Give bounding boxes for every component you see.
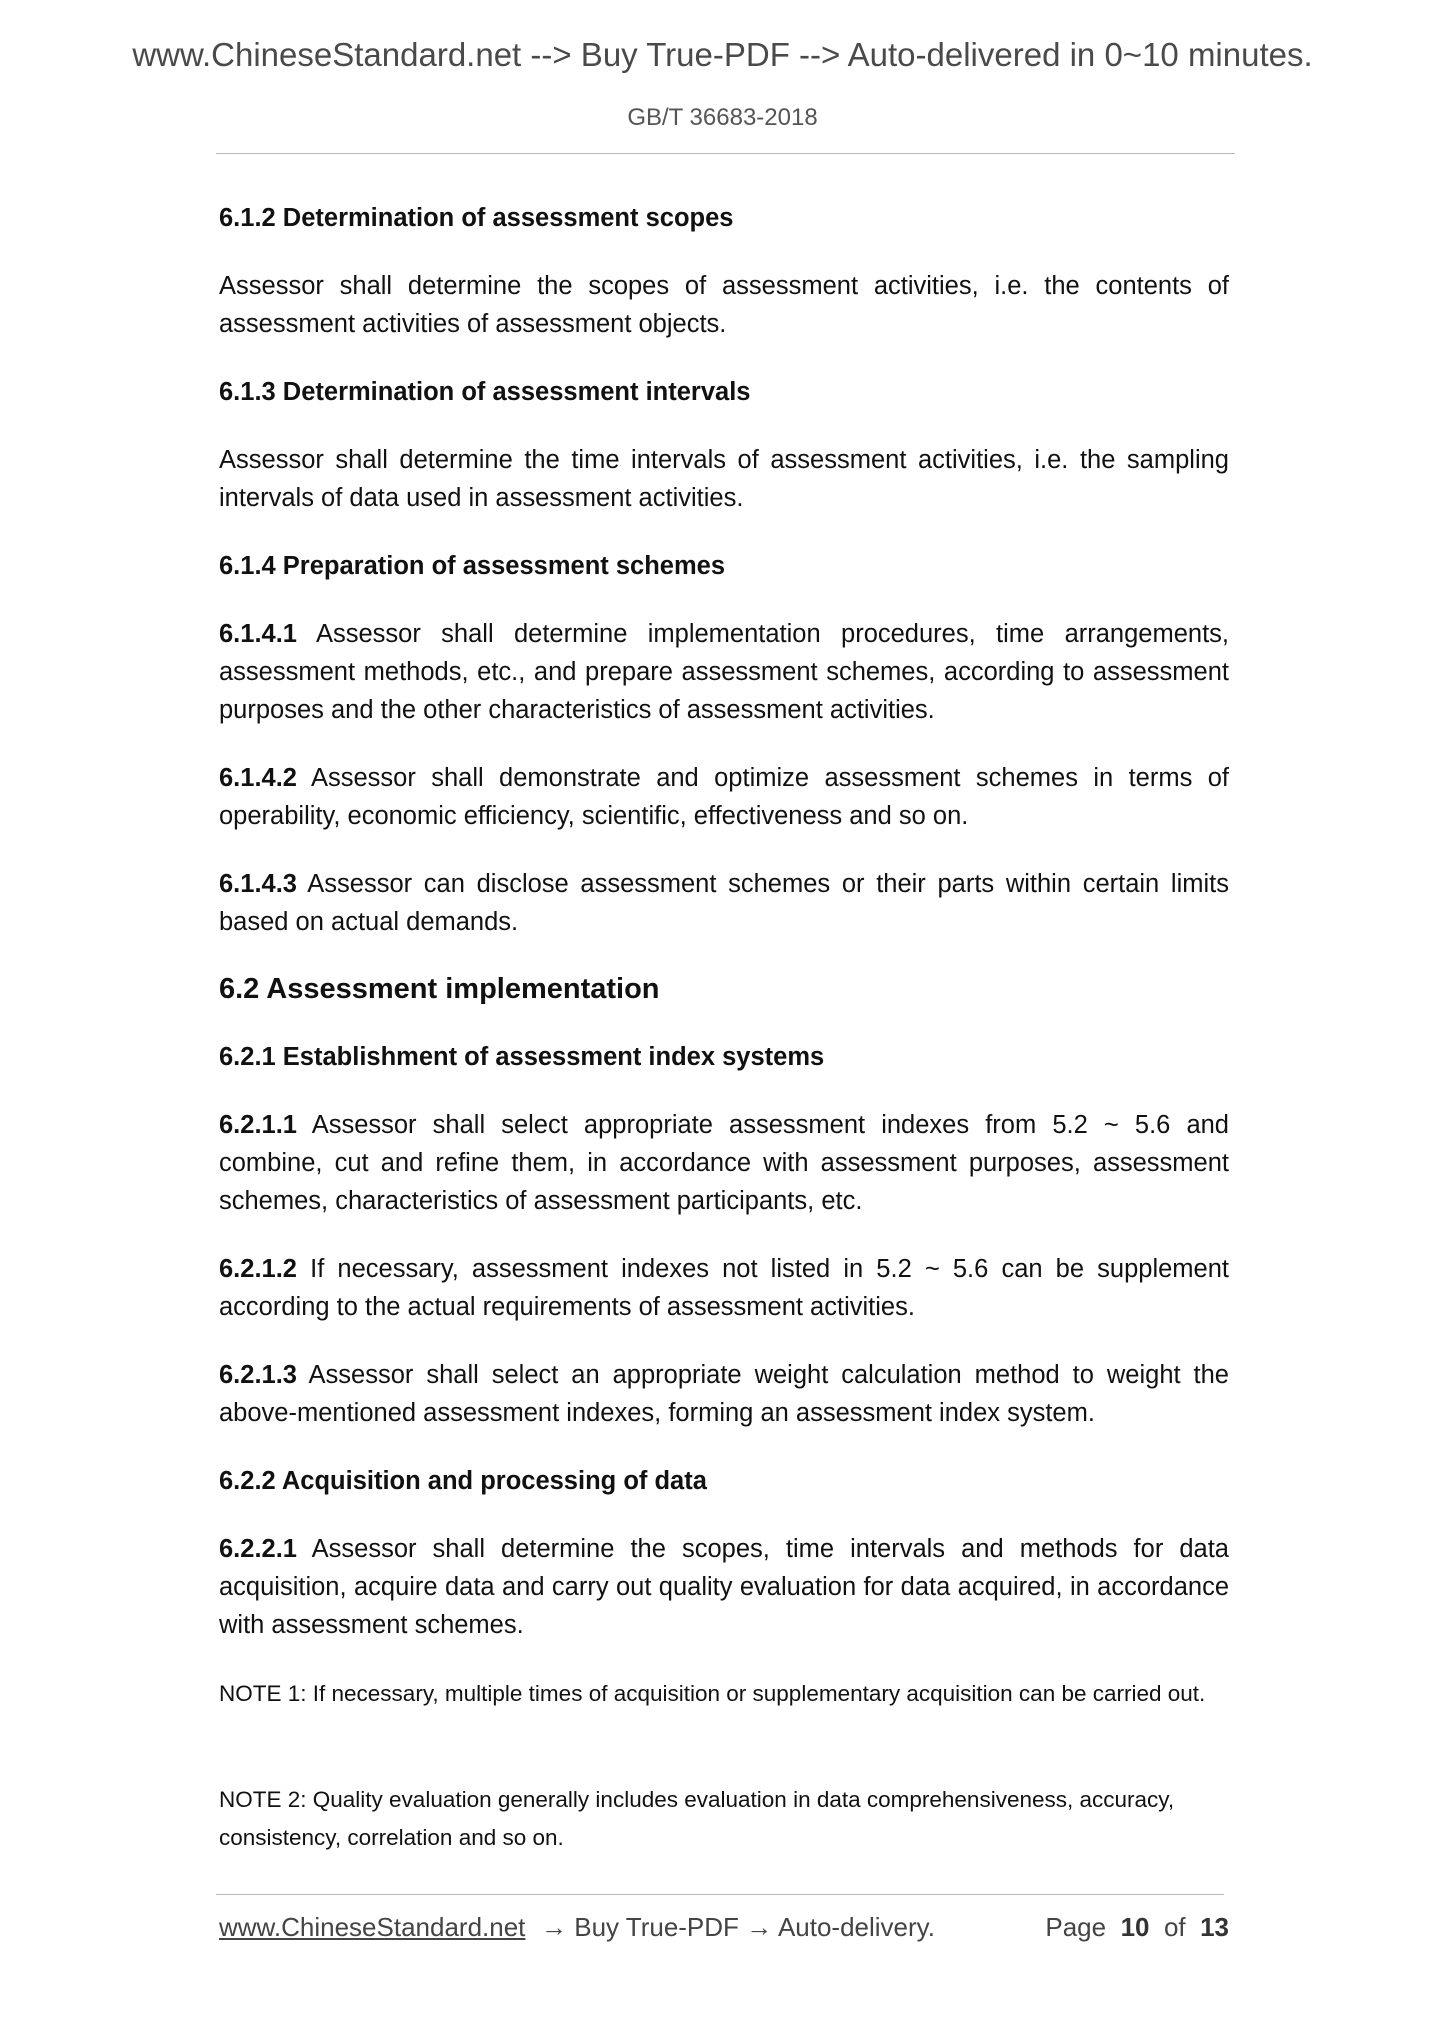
standard-code: GB/T 36683-2018 [627,104,818,131]
clause-text: Assessor can disclose assessment schemes or their parts within certain limits based on actual demands. [219,870,1229,936]
page-indicator [1045,1912,1229,1943]
paragraph-6-2-2-1 [219,1530,1229,1644]
clause-number: 6.2.1.2 [219,1255,297,1283]
clause-text: Assessor shall determine implementation procedures, time arrangements, assessment methods, etc., and prepare assessment schemes, according to assessment purposes and the other characteristics of assessment activities. [219,620,1229,724]
page-total: 13 [1200,1912,1229,1942]
clause-text: Assessor shall select an appropriate weight calculation method to weight the above-mentioned assessment indexes, forming an assessment index system. [219,1361,1229,1427]
heading-6-2-1: 6.2.1 Establishment of assessment index systems [219,1043,825,1071]
top-banner: www.ChineseStandard.net --> Buy True-PDF --> Auto-delivered in 0~10 minutes. [132,36,1313,73]
header-divider [216,153,1235,154]
clause-number: 6.2.1.3 [219,1361,297,1389]
footer-site-link[interactable]: www.ChineseStandard.net [219,1912,526,1942]
page-of: of [1163,1912,1186,1942]
clause-text: Assessor shall select appropriate assessment indexes from 5.2 ~ 5.6 and combine, cut and refine them, in accordance with assessment purposes, assessment schemes, characteristics of assessment participants, etc. [219,1111,1229,1215]
paragraph-6-1-2: Assessor shall determine the scopes of assessment activities, i.e. the contents of assessment activities of assessment objects. [219,272,1229,338]
clause-number: 6.2.1.1 [219,1111,297,1139]
paragraph-6-1-4-2 [219,759,1229,835]
page-current: 10 [1120,1912,1150,1942]
paragraph-6-2-1-2 [219,1250,1229,1326]
note-2: NOTE 2: Quality evaluation generally includes evaluation in data comprehensiveness, accuracy, consistency, correlation and so on. [219,1787,1175,1850]
heading-6-1-4: 6.1.4 Preparation of assessment schemes [219,552,726,580]
clause-number: 6.1.4.2 [219,764,297,792]
page-label: Page [1045,1912,1107,1942]
paragraph-6-1-3: Assessor shall determine the time intervals of assessment activities, i.e. the sampling intervals of data used in assessment activities. [219,446,1229,512]
paragraph-6-1-4-3 [219,865,1229,941]
heading-6-1-3: 6.1.3 Determination of assessment intervals [219,378,751,406]
paragraph-6-2-1-3 [219,1356,1229,1432]
clause-number: 6.2.2.1 [219,1535,297,1563]
heading-6-2-2: 6.2.2 Acquisition and processing of data [219,1467,707,1495]
heading-6-1-2: 6.1.2 Determination of assessment scopes [219,204,734,232]
paragraph-6-1-4-1 [219,615,1229,729]
clause-text: If necessary, assessment indexes not listed in 5.2 ~ 5.6 can be supplement according to the actual requirements of assessment activities. [219,1255,1229,1321]
paragraph-6-2-1-1 [219,1106,1229,1220]
note-1: NOTE 1: If necessary, multiple times of acquisition or supplementary acquisition can be carried out. [219,1681,1206,1706]
clause-text: Assessor shall demonstrate and optimize assessment schemes in terms of operability, economic efficiency, scientific, effectiveness and so on. [219,764,1229,830]
clause-number: 6.1.4.3 [219,870,297,898]
footer-divider [216,1894,1224,1895]
heading-6-2: 6.2 Assessment implementation [219,973,660,1005]
footer-tagline: → Buy True-PDF → Auto-delivery. [541,1912,935,1942]
clause-text: Assessor shall determine the scopes, time intervals and methods for data acquisition, acquire data and carry out quality evaluation for data acquired, in accordance with assessment schemes. [219,1535,1229,1639]
page-footer [219,1912,1229,1952]
clause-number: 6.1.4.1 [219,620,297,648]
